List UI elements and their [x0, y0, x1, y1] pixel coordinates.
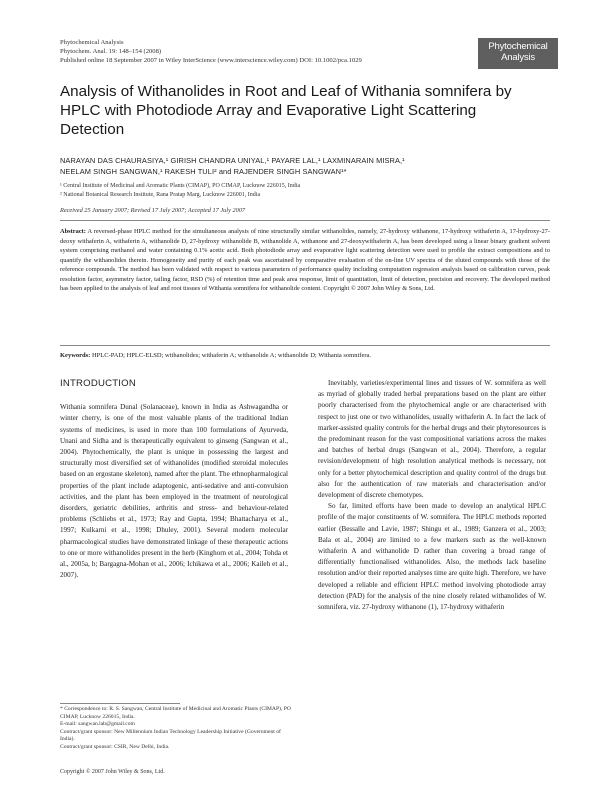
footnote-sponsor-2: Contract/grant sponsor: CSIR, New Delhi, India. [60, 743, 170, 750]
copyright-notice: Copyright © 2007 John Wiley & Sons, Ltd. [60, 769, 165, 775]
abstract [60, 227, 550, 294]
keywords-text: HPLC-PAD; HPLC-ELSD; withanolides; withaferin A; withanolide A; withanolide D; Withania somnifera. [91, 352, 371, 359]
right-column [318, 378, 546, 613]
journal-logo-line1: Phytochemical [488, 41, 548, 52]
journal-logo-line2: Analysis [501, 52, 535, 63]
keywords-label: Keywords: [60, 352, 91, 359]
footnote-email: E-mail: sangwan.lab@gmail.com [60, 721, 135, 728]
received-dates: Received 25 January 2007; Revised 17 July 2007; Accepted 17 July 2007 [60, 207, 246, 214]
journal-meta [60, 38, 362, 65]
authors-line-1: NARAYAN DAS CHAURASIYA,¹ GIRISH CHANDRA UNIYAL,¹ PAYARE LAL,¹ LAXMINARAIN MISRA,¹ [60, 156, 405, 165]
published-online: Published online 18 September 2007 in Wiley InterScience (www.interscience.wiley.com) DOI: 10.1002/pca.1029 [60, 57, 362, 64]
footnote-divider [60, 703, 180, 704]
article-title: Analysis of Withanolides in Root and Leaf of Withania somnifera by HPLC with Photodiode Array and Evaporative Light Scattering Detection [60, 83, 512, 138]
citation: Phytochem. Anal. 19: 148–154 (2008) [60, 48, 162, 55]
footnote-correspondence: * Correspondence to: R. S. Sangwan, Central Institute of Medicinal and Aromatic Plants (CIMAP), PO CIMAP, Lucknow 226015, India. [60, 706, 291, 720]
affiliation-2: ² National Botanical Research Institute, Rana Pratap Marg, Lucknow 226001, India [60, 191, 261, 198]
keywords [60, 352, 550, 359]
left-column [60, 378, 288, 581]
abstract-label: Abstract: [60, 228, 86, 235]
footnote [60, 706, 292, 752]
author-list [60, 155, 550, 177]
abstract-text: A reversed-phase HPLC method for the simultaneous analysis of nine structurally similar withanolides, namely, 27-hydroxy withanone, 17-hydroxy withaferin A, 17-hydroxy-27-deoxy withaferin A, withaferin A, withanolide D, 27-hydroxy withanolide B, withanolide A, withanone and 27-deoxywithaferin A, has been developed using a linear binary gradient solvent system comprising methanol and water containing 0.1% acetic acid. Both photodiode array and evaporative light scattering detection were used to profile the extract compositions and to quantify the withanolides therein. Homogeneity and purity of each peak was ascertained by comparative evaluation of the on-line UV spectra of the eluted compounds with those of the reference compounds. The method has been validated with respect to various parameters of performance quality including computation regression analysis based on calibration curves, peak resolution factor, asymmetry factor, tailing factor, RSD (%) of retention time and peak area response, limit of quantitation, limit of detection, precision and recovery. The developed method has been applied to the analysis of leaf and root tissues of Withania somnifera for withanolide content. Copyright © 2007 John Wiley & Sons, Ltd. [60, 228, 550, 293]
footnote-sponsor-1: Contract/grant sponsor: New Millennium Indian Technology Leadership Initiative (Government of India). [60, 728, 281, 743]
intro-paragraph-2: Inevitably, varieties/experimental lines and tissues of W. somnifera as well as myriad of globally traded herbal preparations based on the plant are either poorly characterised from the phytochemical angle or are characterised with respect to just one or two withanolides, usually withaferin A. In fact the lack of marker-assisted quality controls for the herbal drugs and their phytoresources is the predominant reason for the vast compositional variations across the makes and batches of herbal drugs (Sangwan et al., 2004). Therefore, a regular revision/development of high resolution analytical methods is necessary, not only for a better phytochemical description and quality control of the drugs but also for the authentication of raw materials and characterisation and/or development of discrete chemotypes. [318, 379, 546, 500]
intro-paragraph-1: Withania somnifera Dunal (Solanaceae), known in India as Ashwagandha or winter cherry, is one of the most valuable plants of the traditional Indian systems of medicines, is used in more than 100 formulations of Ayurveda, Unani and Sidha and is therapeutically equivalent to ginseng (Sangwan et al., 2004). Phytochemically, the plant is unique in possessing the largest and structurally most diversified set of withanolides (modified steroidal molecules based on an ergostane skeleton), named after the plant. The ethnopharmalogical properties of the plant include adaptogenic, anti-sedative and anti-convulsion activities, and the plant has been employed in the treatment of neurological disorders, geriatric debilities, arthritis and stress- and behaviour-related problems (Schliebs et al., 1973; Ray and Gupta, 1994; Bhattacharya et al., 1997; Kulkarni et al., 1998; Dhuley, 2001). Several modern molecular pharmacological studies have demonstrated linkage of these therapeutic actions to one or more withanolides present in the herb (Kinghorn et al., 2004; Tohda et al., 2005a, b; Bargagna-Mohan et al., 2006; Ichikawa et al., 2006; Kaileh et al., 2007). [60, 403, 288, 580]
divider-top [60, 220, 550, 221]
affiliation-1: ¹ Central Institute of Medicinal and Aromatic Plants (CIMAP), PO CIMAP, Lucknow 226015, India [60, 183, 301, 189]
journal-name: Phytochemical Analysis [60, 39, 124, 46]
journal-logo [478, 38, 558, 69]
section-heading-introduction: INTRODUCTION [60, 378, 136, 389]
authors-line-2: NEELAM SINGH SANGWAN,¹ RAKESH TULI² and RAJENDER SINGH SANGWAN¹* [60, 167, 347, 176]
affiliations [60, 182, 550, 199]
intro-paragraph-3: So far, limited efforts have been made to develop an analytical HPLC profile of the major constituents of W. somnifera. The HPLC methods reported earlier (Bessalle and Lavie, 1987; Shingu et al., 1989; Ganzera et al., 2003; Bala et al., 2004) are limited to a few markers such as the well-known withaferin A and withanolide D rather than covering a broad range of differentially functionalised withanolides. Also, the methods lack baseline resolution and/or their reported analyses time are quite high. Therefore, we have developed a reliable and efficient HPLC method involving photodiode array detection (PAD) for the analysis of the nine closely related withanolides of W. somnifera, viz. 27-hydroxy withanone (1), 17-hydroxy withaferin [318, 502, 546, 612]
divider-abstract [60, 345, 550, 346]
